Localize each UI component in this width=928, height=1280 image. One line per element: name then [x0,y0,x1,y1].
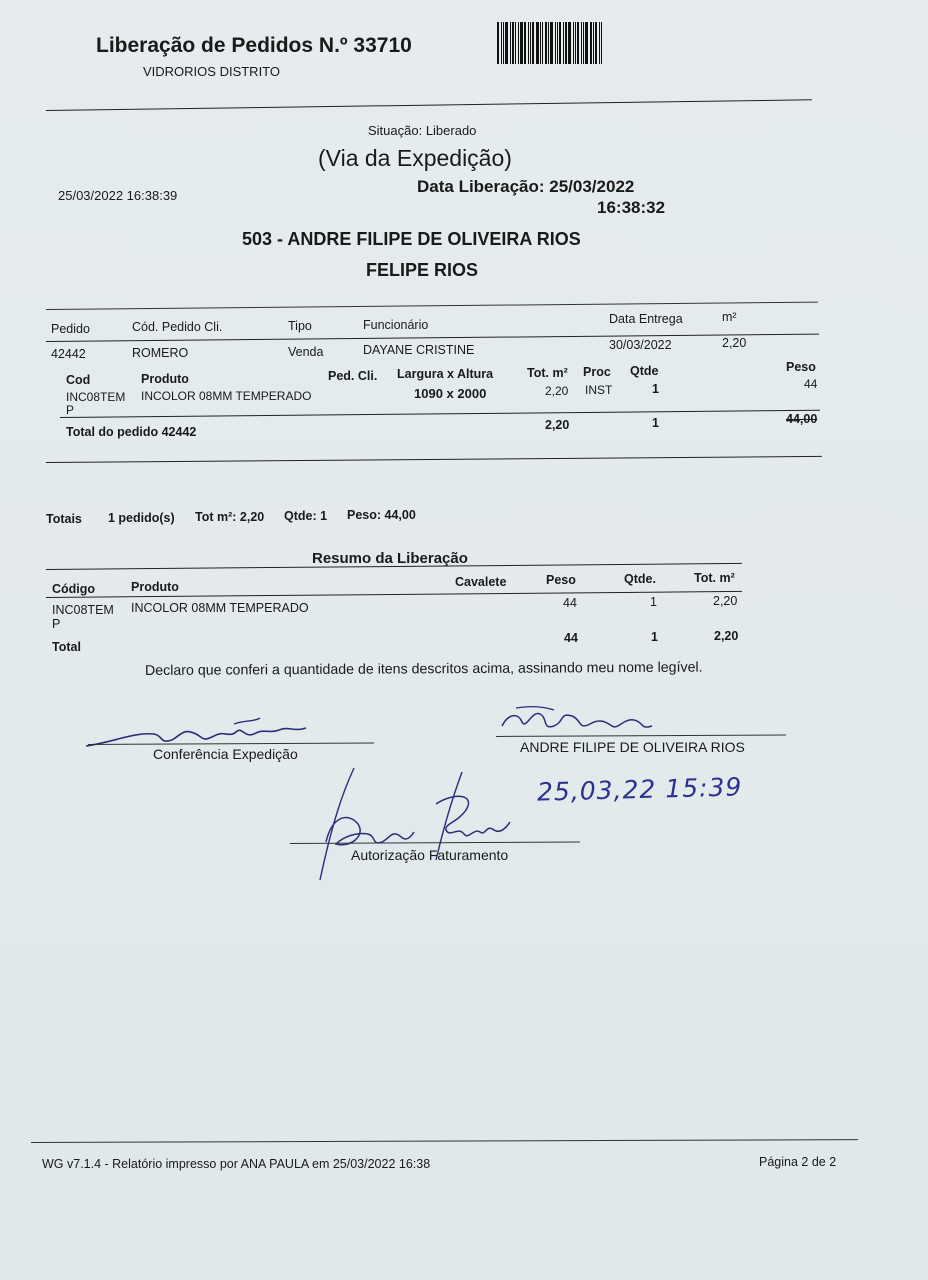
barcode-bar [599,22,600,64]
declaration-text: Declaro que conferi a quantidade de itens descritos acima, assinando meu nome legível. [144,659,703,679]
barcode-bar [503,22,504,64]
document-title: Liberação de Pedidos N.º 33710 [96,34,412,57]
item-dimensions: 1090 x 2000 [414,386,487,401]
sum-item-peso: 44 [563,596,577,610]
barcode [497,22,631,64]
col-qtde: Qtde [630,364,659,378]
item-product: INCOLOR 08MM TEMPERADO [141,389,312,403]
barcode-bar [557,22,558,64]
sum-total-qtde: 1 [651,630,658,644]
item-proc: INST [585,383,613,397]
col-tot-m2: Tot. m² [527,366,568,380]
sum-item-product: INCOLOR 08MM TEMPERADO [131,601,309,615]
totals-label: Totais [46,512,82,526]
col-cod: Cod [66,373,91,387]
conferencia-label: Conferência Expedição [153,746,298,762]
order-total-peso: 44,00 [786,412,818,426]
sum-total-peso: 44 [564,631,578,645]
totals-qtde: Qtde: 1 [284,509,328,523]
printed-datetime: 25/03/2022 16:38:39 [58,188,178,203]
barcode-bar [595,22,597,64]
col-produto: Produto [141,372,189,386]
sum-item-tot-m2: 2,20 [713,594,738,608]
situation-status: Situação: Liberado [368,123,477,138]
sum-item-code-cont: P [52,617,61,631]
client-name-label: ANDRE FILIPE DE OLIVEIRA RIOS [520,739,745,755]
sum-total-label: Total [52,640,81,654]
barcode-bar [497,22,499,64]
col-ped-cli: Ped. Cli. [328,369,378,383]
col-tipo: Tipo [288,319,312,333]
via-label: (Via da Expedição) [318,145,512,171]
page-number: Página 2 de 2 [759,1155,837,1169]
item-code-cont: P [66,403,75,417]
totals-pedidos: 1 pedido(s) [108,511,175,525]
barcode-bar [532,22,534,64]
client-nickname: FELIPE RIOS [366,260,479,280]
barcode-bar [590,22,592,64]
col-proc: Proc [583,365,611,379]
barcode-bar [505,22,508,64]
barcode-bar [528,22,529,64]
sum-col-qtde: Qtde. [624,572,656,586]
barcode-bar [563,22,564,64]
barcode-bar [577,22,579,64]
col-cod-pedido-cli: Cód. Pedido Cli. [132,320,223,334]
order-number: 42442 [51,347,86,361]
order-total-m2: 2,20 [545,418,570,432]
sum-col-tot-m2: Tot. m² [694,571,735,585]
autorizacao-signature [296,764,526,889]
order-total-label: Total do pedido 42442 [66,425,197,439]
barcode-bar [518,22,519,64]
col-peso: Peso [786,360,816,374]
barcode-bar [585,22,588,64]
order-delivery-date: 30/03/2022 [609,338,672,352]
footer-print-info: WG v7.1.4 - Relatório impresso por ANA PAULA em 25/03/2022 16:38 [42,1157,431,1171]
col-largura-altura: Largura x Altura [397,367,494,381]
summary-title: Resumo da Liberação [312,550,468,567]
barcode-bar [501,22,502,64]
barcode-bar [601,22,602,64]
barcode-bar [573,22,574,64]
barcode-bar [568,22,571,64]
order-employee: DAYANE CRISTINE [363,343,475,357]
barcode-bar [565,22,567,64]
barcode-bar [593,22,594,64]
divider [60,410,820,418]
barcode-bar [512,22,514,64]
order-total-qtde: 1 [652,416,659,430]
divider [46,99,812,111]
sum-item-code: INC08TEM [52,603,114,617]
barcode-bar [559,22,561,64]
col-funcionario: Funcionário [363,318,429,332]
order-type: Venda [288,345,324,359]
sum-col-cavalete: Cavalete [455,575,507,589]
item-qtde: 1 [652,382,659,396]
barcode-bar [581,22,582,64]
col-m2: m² [722,310,737,324]
barcode-bar [542,22,543,64]
sum-total-tot-m2: 2,20 [714,629,739,643]
client-name: 503 - ANDRE FILIPE DE OLIVEIRA RIOS [242,229,581,249]
totals-peso: Peso: 44,00 [347,508,416,522]
barcode-bar [555,22,556,64]
col-data-entrega: Data Entrega [609,312,683,326]
barcode-bar [545,22,547,64]
sum-item-qtde: 1 [650,595,657,609]
divider [46,334,819,342]
handwritten-date: 25,03,22 15:39 [536,772,743,807]
sum-col-codigo: Código [52,582,96,596]
order-m2: 2,20 [722,336,747,350]
barcode-bar [510,22,511,64]
item-tot-m2: 2,20 [545,384,569,398]
release-date: Data Liberação: 25/03/2022 [417,177,635,196]
totals-m2: Tot m²: 2,20 [195,510,265,524]
item-peso: 44 [804,377,818,391]
item-code: INC08TEM [66,390,126,404]
footer-divider [31,1139,858,1143]
company-name: VIDRORIOS DISTRITO [143,64,280,79]
order-client-code: ROMERO [132,346,189,360]
autorizacao-label: Autorização Faturamento [351,847,509,863]
barcode-bar [536,22,539,64]
divider [46,456,822,463]
sum-col-peso: Peso [546,573,576,587]
sum-col-produto: Produto [131,580,179,594]
barcode-bar [520,22,523,64]
release-time: 16:38:32 [597,198,666,217]
barcode-bar [524,22,526,64]
barcode-bar [575,22,576,64]
barcode-bar [515,22,516,64]
barcode-bar [583,22,584,64]
barcode-bar [540,22,541,64]
divider [46,302,818,310]
col-pedido: Pedido [51,322,90,336]
barcode-bar [548,22,549,64]
barcode-bar [550,22,553,64]
barcode-bar [530,22,531,64]
